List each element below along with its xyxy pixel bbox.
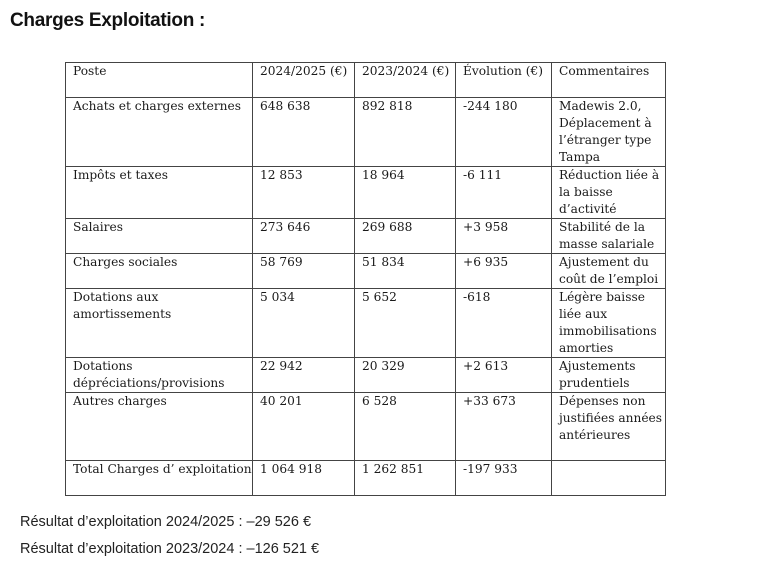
cell-2023-2024: 1 262 851 bbox=[355, 461, 456, 496]
header-evolution: Évolution (€) bbox=[456, 63, 552, 98]
table-row bbox=[66, 393, 666, 461]
table-row bbox=[66, 358, 666, 393]
cell-poste: Achats et charges externes bbox=[66, 98, 253, 167]
header-poste: Poste bbox=[66, 63, 253, 98]
cell-poste: Charges sociales bbox=[66, 254, 253, 289]
cell-2023-2024: 892 818 bbox=[355, 98, 456, 167]
cell-poste: Total Charges d’ exploitation bbox=[66, 461, 253, 496]
cell-poste: Dotations dépréciations/provisions bbox=[66, 358, 253, 393]
cell-2023-2024: 6 528 bbox=[355, 393, 456, 461]
cell-commentaire: Légère baisse liée aux immobilisations amorties bbox=[552, 289, 666, 358]
cell-2023-2024: 18 964 bbox=[355, 167, 456, 219]
table-row-total bbox=[66, 461, 666, 496]
cell-commentaire: Madewis 2.0, Déplacement à l’étranger type Tampa bbox=[552, 98, 666, 167]
cell-2024-2025: 273 646 bbox=[253, 219, 355, 254]
page-title: Charges Exploitation : bbox=[10, 10, 206, 31]
table-row bbox=[66, 289, 666, 358]
cell-evolution: +6 935 bbox=[456, 254, 552, 289]
cell-evolution: +33 673 bbox=[456, 393, 552, 461]
cell-commentaire: Ajustements prudentiels bbox=[552, 358, 666, 393]
cell-evolution: -618 bbox=[456, 289, 552, 358]
cell-2024-2025: 22 942 bbox=[253, 358, 355, 393]
cell-poste: Salaires bbox=[66, 219, 253, 254]
resultat-2024-2025: Résultat d’exploitation 2024/2025 : –29 526 € bbox=[20, 514, 312, 530]
cell-2023-2024: 51 834 bbox=[355, 254, 456, 289]
cell-evolution: -244 180 bbox=[456, 98, 552, 167]
table-header-row bbox=[66, 63, 666, 98]
cell-2024-2025: 40 201 bbox=[253, 393, 355, 461]
charges-table bbox=[65, 62, 666, 496]
cell-evolution: -197 933 bbox=[456, 461, 552, 496]
cell-evolution: +3 958 bbox=[456, 219, 552, 254]
cell-poste: Impôts et taxes bbox=[66, 167, 253, 219]
cell-evolution: -6 111 bbox=[456, 167, 552, 219]
cell-2024-2025: 5 034 bbox=[253, 289, 355, 358]
cell-commentaire: Ajustement du coût de l’emploi bbox=[552, 254, 666, 289]
cell-commentaire: Réduction liée à la baisse d’activité bbox=[552, 167, 666, 219]
resultat-2023-2024: Résultat d’exploitation 2023/2024 : –126 521 € bbox=[20, 541, 320, 557]
cell-2023-2024: 5 652 bbox=[355, 289, 456, 358]
table-row bbox=[66, 254, 666, 289]
cell-commentaire: Dépenses non justifiées années antérieures bbox=[552, 393, 666, 461]
table-row bbox=[66, 98, 666, 167]
cell-2023-2024: 269 688 bbox=[355, 219, 456, 254]
cell-evolution: +2 613 bbox=[456, 358, 552, 393]
cell-2024-2025: 58 769 bbox=[253, 254, 355, 289]
header-2023-2024: 2023/2024 (€) bbox=[355, 63, 456, 98]
table-row bbox=[66, 167, 666, 219]
header-commentaires: Commentaires bbox=[552, 63, 666, 98]
cell-poste: Autres charges bbox=[66, 393, 253, 461]
cell-2024-2025: 1 064 918 bbox=[253, 461, 355, 496]
cell-2024-2025: 12 853 bbox=[253, 167, 355, 219]
cell-2024-2025: 648 638 bbox=[253, 98, 355, 167]
cell-poste: Dotations aux amortissements bbox=[66, 289, 253, 358]
header-2024-2025: 2024/2025 (€) bbox=[253, 63, 355, 98]
cell-commentaire: Stabilité de la masse salariale bbox=[552, 219, 666, 254]
table-row bbox=[66, 219, 666, 254]
cell-2023-2024: 20 329 bbox=[355, 358, 456, 393]
cell-commentaire bbox=[552, 461, 666, 496]
